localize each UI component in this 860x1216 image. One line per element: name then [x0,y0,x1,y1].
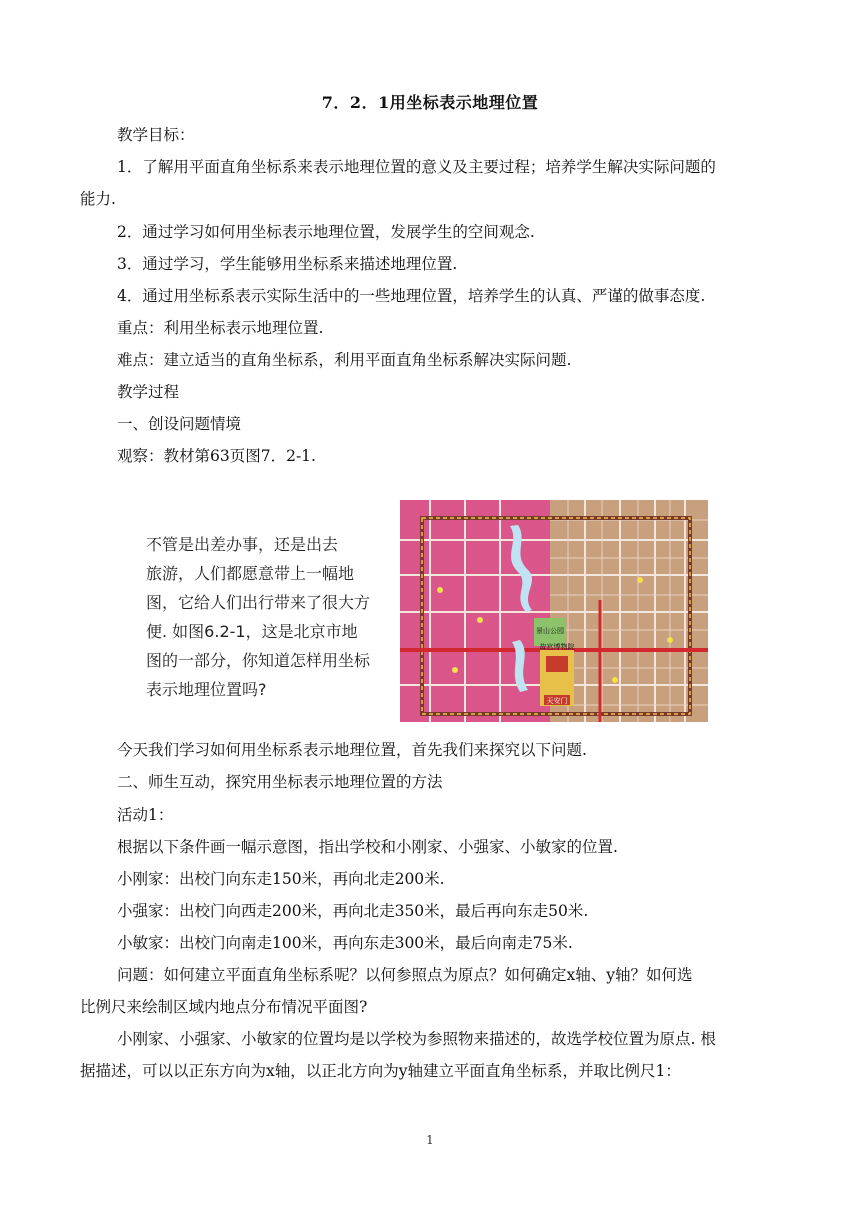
objective-4: 4．通过用坐标系表示实际生活中的一些地理位置，培养学生的认真、严谨的做事态度. [117,287,706,305]
figure-caption-text [146,530,406,704]
beijing-map [400,500,708,722]
xiaoqiang-home: 小强家：出校门向西走200米，再向北走350米，最后再向东走50米. [117,902,589,920]
objective-1: 1．了解用平面直角坐标系来表示地理位置的意义及主要过程；培养学生解决实际问题的 [117,158,716,176]
map-label-palace: 故宫博物院 [539,643,575,651]
section-1-heading: 一、创设问题情境 [117,415,242,433]
answer-line: 小刚家、小强家、小敏家的位置均是以学校为参照物来描述的，故选学校位置为原点. 根 [117,1030,716,1048]
difficult-point: 难点：建立适当的直角坐标系，利用平面直角坐标系解决实际问题. [117,351,572,369]
section-2-heading: 二、师生互动，探究用坐标表示地理位置的方法 [117,773,443,791]
figure-text-line: 不管是出差办事，还是出去 [146,535,339,554]
map-label-tiananmen: 天安门 [546,697,568,705]
figure-text-line: 图的一部分，你知道怎样用坐标 [146,651,371,670]
activity-instruction: 根据以下条件画一幅示意图，指出学校和小刚家、小强家、小敏家的位置. [117,838,618,856]
heading-process: 教学过程 [117,383,180,401]
figure-text-line: 表示地理位置吗? [146,680,267,699]
map-label-jingshan: 景山公园 [536,627,564,635]
question-line-cont: 比例尺来绘制区域内地点分布情况平面图? [80,998,368,1016]
objective-1-cont: 能力. [80,190,116,208]
observe-line: 观察：教材第63页图7．2-1. [117,447,316,465]
answer-line-cont: 据描述，可以以正东方向为x轴，以正北方向为y轴建立平面直角坐标系，并取比例尺1： [80,1062,681,1080]
activity-1: 活动1： [117,806,174,824]
question-line: 问题：如何建立平面直角坐标系呢？以何参照点为原点？如何确定x轴、y轴？如何选 [117,966,693,984]
heading-objectives: 教学目标： [117,126,195,144]
key-point: 重点：利用坐标表示地理位置. [117,319,324,337]
xiaomin-home: 小敏家：出校门向南走100米，再向东走300米，最后向南走75米. [117,934,573,952]
figure-text-line: 便. 如图6.2-1，这是北京市地 [146,622,358,641]
objective-3: 3．通过学习，学生能够用坐标系来描述地理位置. [117,255,458,273]
xiaogang-home: 小刚家：出校门向东走150米，再向北走200米. [117,870,445,888]
page-title: 7．2．1用坐标表示地理位置 [321,93,539,112]
textbook-figure [118,500,708,722]
page-number: 1 [426,1133,434,1147]
objective-2: 2．通过学习如何用坐标表示地理位置，发展学生的空间观念. [117,223,535,241]
figure-text-line: 旅游，人们都愿意带上一幅地 [146,564,355,583]
intro-line: 今天我们学习如何用坐标系表示地理位置，首先我们来探究以下问题. [117,741,587,759]
figure-text-line: 图，它给人们出行带来了很大方 [146,593,371,612]
